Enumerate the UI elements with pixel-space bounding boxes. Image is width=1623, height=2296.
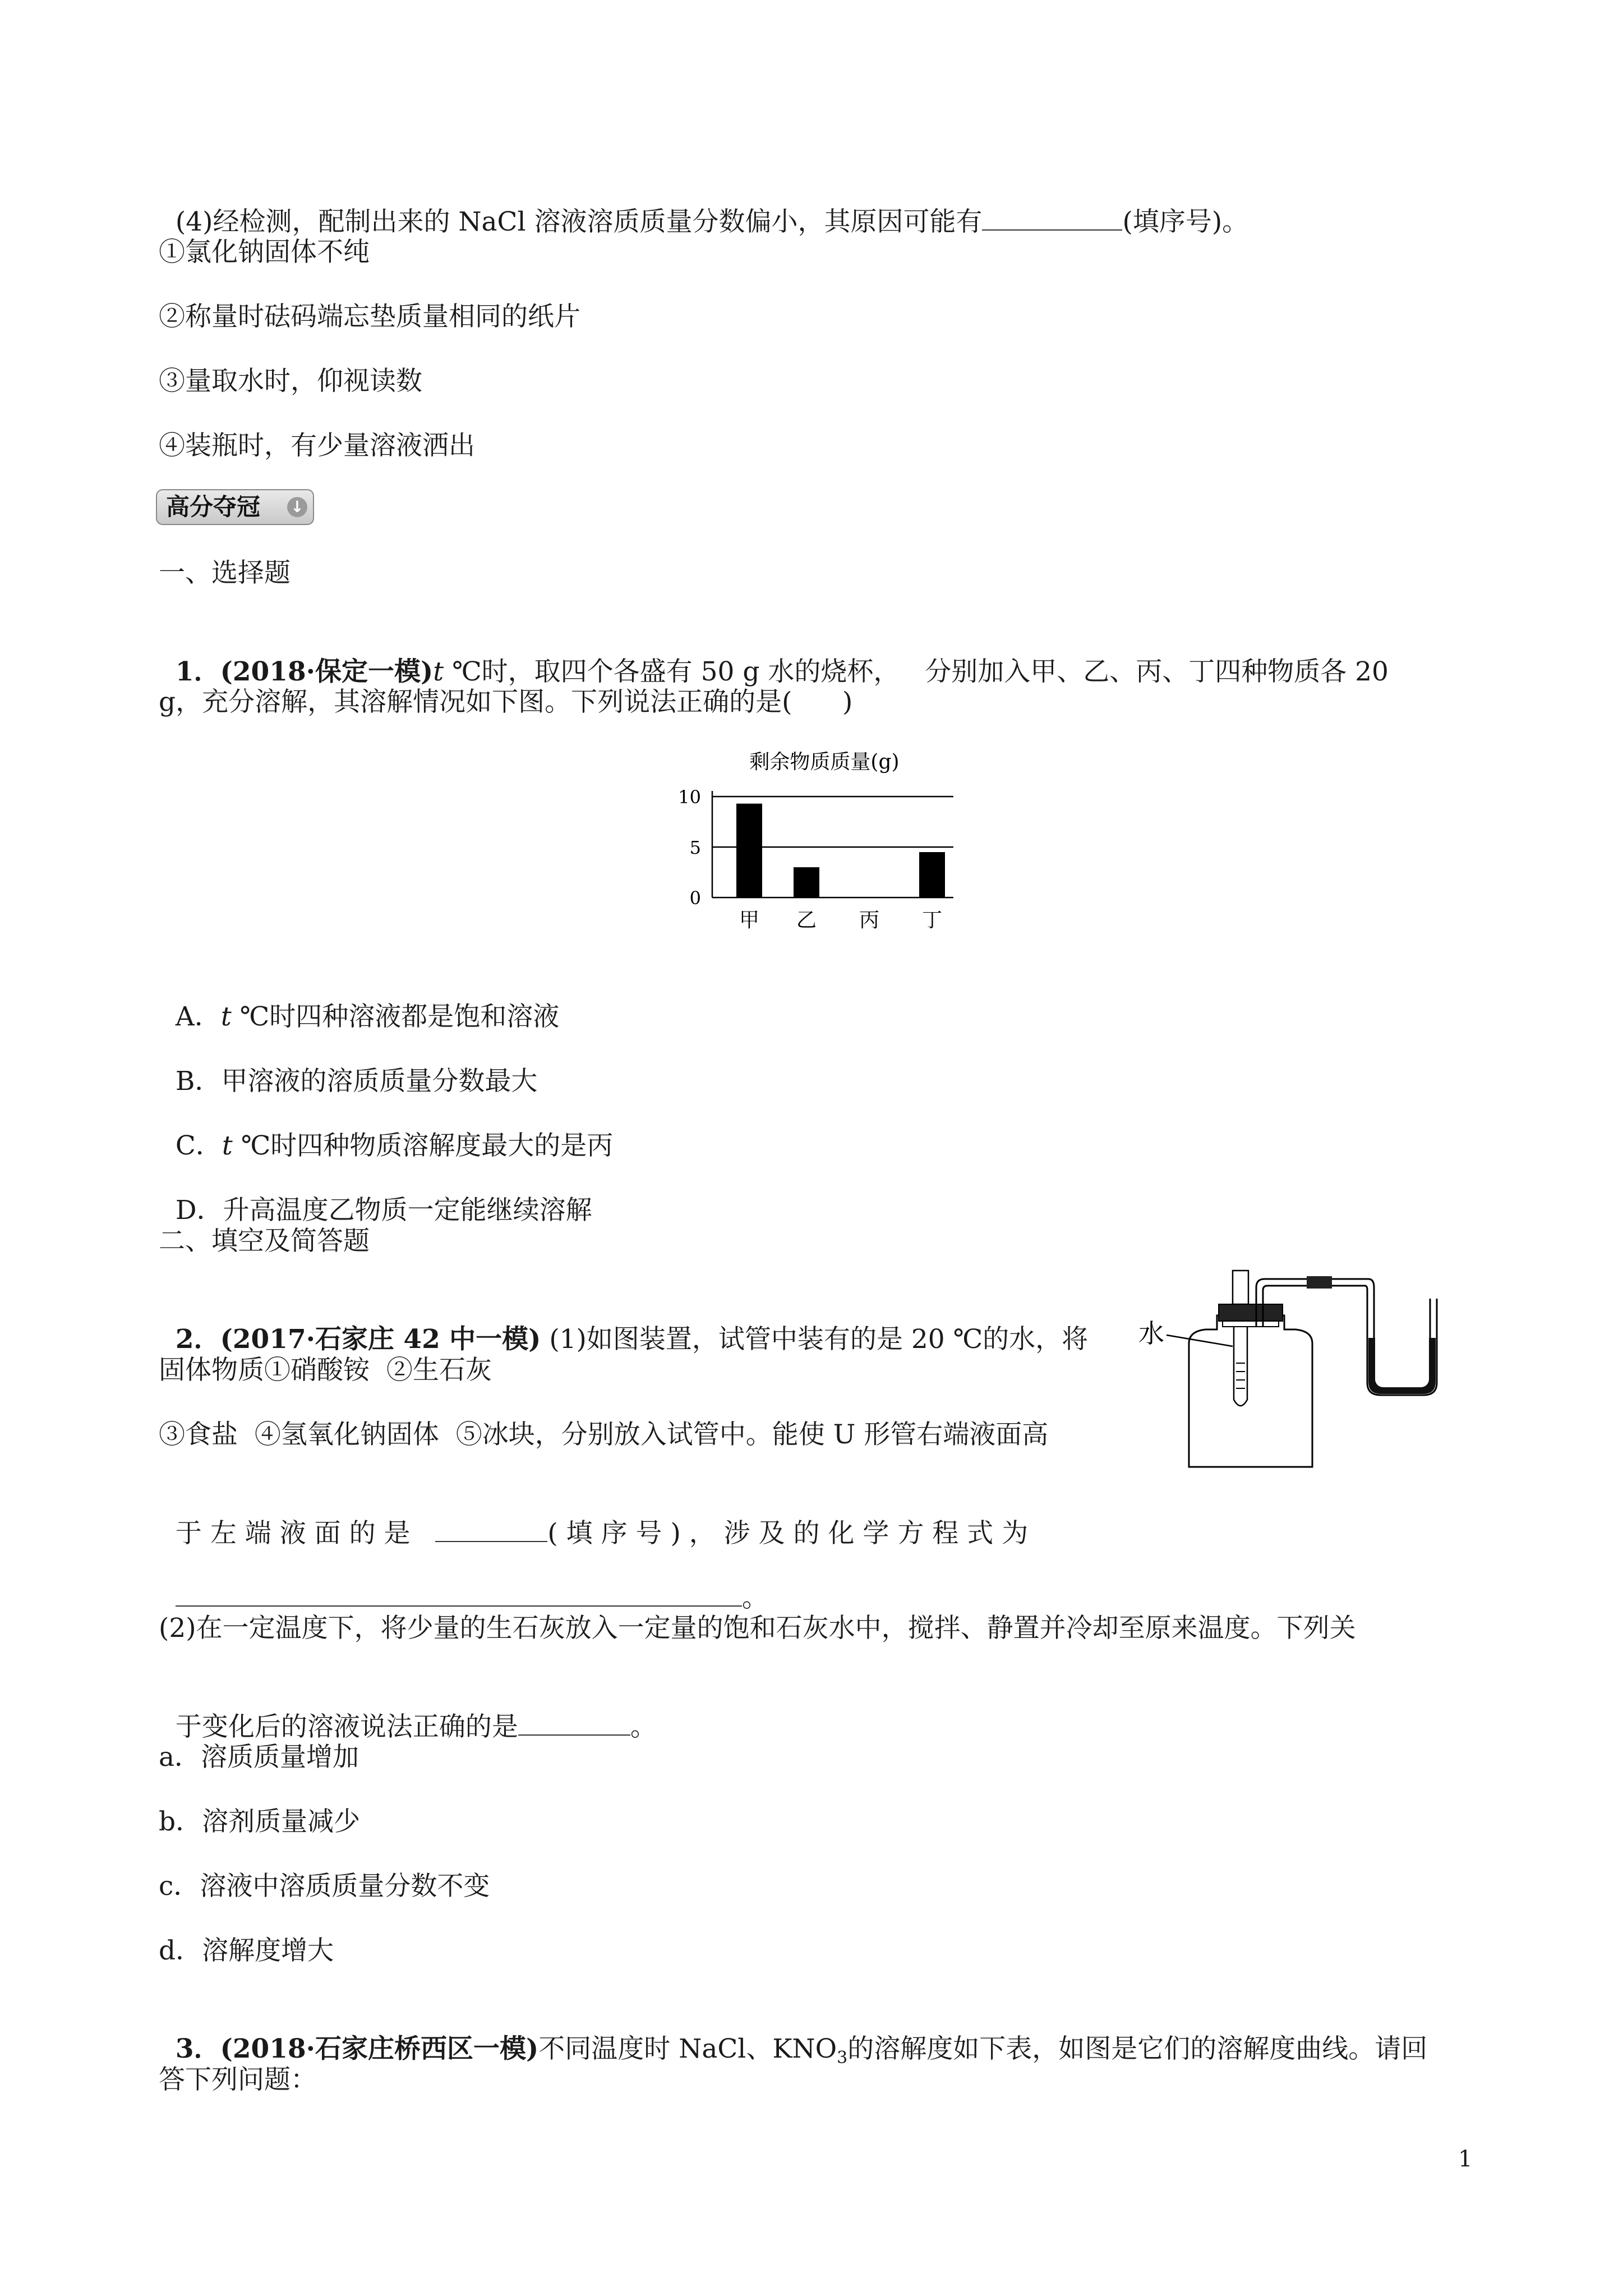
y-tick-10: 10 xyxy=(678,786,701,808)
test-tube xyxy=(1234,1327,1247,1406)
q2-option-d: d．溶解度增大 xyxy=(159,1935,334,1966)
q2-option-c: c．溶液中溶质质量分数不变 xyxy=(159,1871,490,1902)
q1-option-c-variable: t xyxy=(222,1130,233,1161)
q1-option-a-text: ℃时四种溶液都是饱和溶液 xyxy=(231,1001,560,1032)
q2-line-4 xyxy=(159,1483,1028,1550)
x-tick-label-4: 丁 xyxy=(921,909,943,932)
q1-text-1: ℃时，取四个各盛有 50 g 水的烧杯， 分别加入甲、乙、丙、丁四种物质各 20 xyxy=(444,656,1389,687)
q2-line-5 xyxy=(159,1547,768,1615)
q1-option-a-variable: t xyxy=(220,1001,232,1032)
section-badge xyxy=(156,489,314,525)
q4-option-2: ②称量时砝码端忘垫质量相同的纸片 xyxy=(159,301,580,332)
q3-line-2: 答下列问题： xyxy=(159,2064,317,2095)
q4-option-1: ①氯化钠固体不纯 xyxy=(159,237,370,268)
q2-answer-blank-2[interactable] xyxy=(518,1710,630,1736)
q1-option-a xyxy=(159,967,559,1034)
q1-source: (2018·保定一模) xyxy=(220,656,434,687)
q1-option-c-label: C． xyxy=(175,1130,222,1161)
section-heading-choice: 一、选择题 xyxy=(159,558,291,588)
q1-option-b xyxy=(159,1031,537,1098)
section-badge-label: 高分夺冠 xyxy=(166,493,261,521)
y-tick-5: 5 xyxy=(689,837,701,858)
q3-number: 3． xyxy=(175,2033,220,2064)
q2-line-2: 固体物质①硝酸铵 ②生石灰 xyxy=(159,1355,492,1386)
q2-equation-blank[interactable] xyxy=(176,1581,742,1607)
q4-prompt: (4)经检测，配制出来的 NaCl 溶液溶质质量分数偏小，其原因可能有 xyxy=(175,206,983,237)
q1-option-c-text: ℃时四种物质溶解度最大的是丙 xyxy=(232,1130,614,1161)
q2-part2-line-1: (2)在一定温度下，将少量的生石灰放入一定量的饱和石灰水中，搅拌、静置并冷却至原来温度。下列关 xyxy=(159,1613,1356,1644)
y-tick-0: 0 xyxy=(689,887,701,909)
q2-text-4b: ( 填 序 号 ) ， 涉 及 的 化 学 方 程 式 为 xyxy=(547,1518,1029,1549)
q2-source: (2017·石家庄 42 中一模) xyxy=(220,1324,541,1355)
q2-text-1: (1)如图装置，试管中装有的是 20 ℃的水，将 xyxy=(541,1324,1089,1355)
q2-line-1 xyxy=(159,1289,1088,1356)
stopper-band xyxy=(1223,1321,1279,1327)
q2-apparatus-diagram xyxy=(1138,1265,1453,1478)
x-tick-label-3: 丙 xyxy=(859,909,880,932)
bar-2 xyxy=(794,867,819,898)
q1-option-c xyxy=(159,1096,613,1163)
q2-answer-blank-1[interactable] xyxy=(435,1516,547,1542)
bar-4 xyxy=(919,852,945,898)
q1-temperature-variable: t xyxy=(433,656,444,687)
label-pointer xyxy=(1166,1335,1233,1346)
q2-part2-line-2 xyxy=(159,1676,657,1744)
q2-part2-text: 于变化后的溶液说法正确的是 xyxy=(175,1711,518,1742)
q2-text-4a: 于 左 端 液 面 的 是 xyxy=(175,1518,411,1549)
q2-line-5-end: 。 xyxy=(741,1582,768,1613)
q1-line-2: g，充分溶解，其溶解情况如下图。下列说法正确的是( ) xyxy=(159,687,853,717)
q1-option-d-label: D． xyxy=(175,1195,223,1226)
u-tube-wall xyxy=(1367,1299,1437,1395)
q3-text-1a: 不同温度时 NaCl、KNO xyxy=(538,2033,837,2064)
q3-text-1b: 的溶解度如下表，如图是它们的溶解度曲线。请回 xyxy=(847,2033,1428,2064)
q3-source: (2018·石家庄桥西区一模) xyxy=(220,2033,539,2064)
q2-part2-end: 。 xyxy=(630,1711,657,1742)
q1-option-a-label: A． xyxy=(175,1001,221,1032)
page-number: 1 xyxy=(1458,2146,1473,2172)
q1-option-b-label: B． xyxy=(175,1066,222,1097)
q2-number: 2． xyxy=(175,1324,220,1355)
q1-number: 1． xyxy=(175,656,220,687)
flask-outline xyxy=(1189,1315,1312,1467)
q1-option-d-text: 升高温度乙物质一定能继续溶解 xyxy=(223,1195,592,1226)
rubber-connector xyxy=(1307,1276,1332,1289)
q4-answer-blank[interactable] xyxy=(982,205,1122,231)
q1-option-d xyxy=(159,1160,592,1227)
q4-option-4: ④装瓶时，有少量溶液洒出 xyxy=(159,430,475,461)
q1-bar-chart xyxy=(651,746,976,937)
x-tick-label-2: 乙 xyxy=(796,909,817,932)
chart-title: 剩余物质质量(g) xyxy=(749,751,900,774)
test-tube-top xyxy=(1233,1271,1248,1304)
q3-line-1 xyxy=(159,1999,1427,2075)
q4-prompt-line xyxy=(159,171,1248,239)
q2-option-a: a．溶质质量增加 xyxy=(159,1742,359,1773)
q3-subscript: 3 xyxy=(837,2048,848,2068)
q1-line-1 xyxy=(159,622,1389,689)
q2-line-3: ③食盐 ④氢氧化钠固体 ⑤冰块，分别放入试管中。能使 U 形管右端液面高 xyxy=(159,1419,1049,1450)
bar-1 xyxy=(736,804,762,898)
u-tube-liquid xyxy=(1368,1338,1436,1394)
arrow-down-icon: ↓ xyxy=(287,497,307,517)
x-tick-label-1: 甲 xyxy=(739,909,760,932)
q4-option-3: ③量取水时，仰视读数 xyxy=(159,366,422,397)
q1-option-b-text: 甲溶液的溶质质量分数最大 xyxy=(221,1066,538,1097)
q4-suffix: (填序号)。 xyxy=(1122,206,1249,237)
apparatus-label-water: 水 xyxy=(1138,1318,1164,1349)
stopper xyxy=(1219,1304,1283,1321)
u-tube-outer xyxy=(1374,1299,1430,1388)
section-heading-fill-in: 二、填空及简答题 xyxy=(159,1226,370,1257)
q2-option-b: b．溶剂质量减少 xyxy=(159,1806,361,1837)
